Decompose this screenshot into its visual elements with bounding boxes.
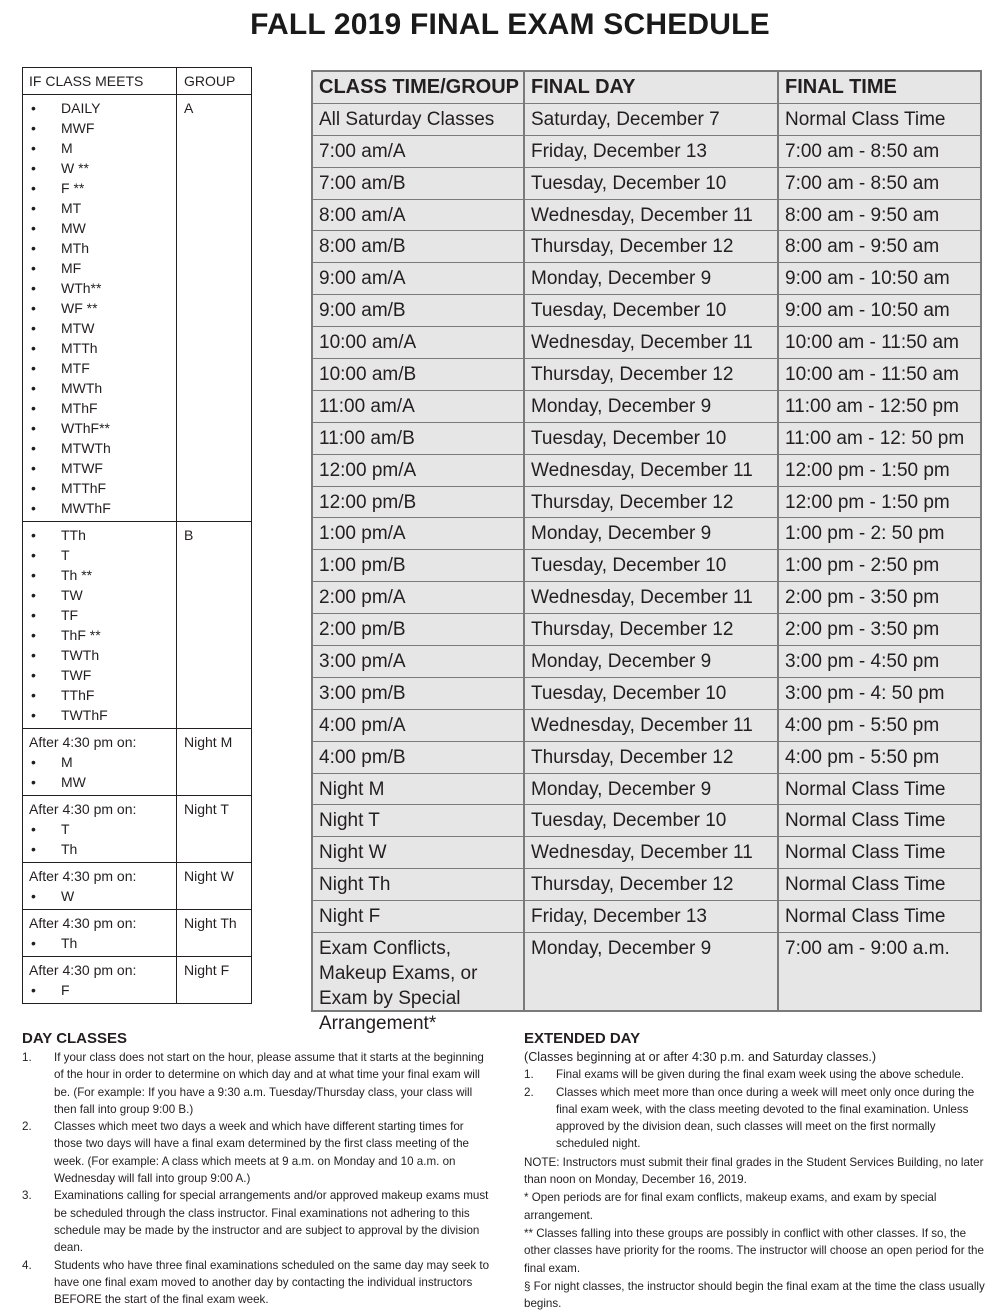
meeting-day-item	[29, 565, 176, 585]
meeting-day-item	[29, 665, 176, 685]
bullet-icon: •	[31, 100, 36, 116]
header-final-time: FINAL TIME	[785, 76, 897, 98]
meeting-day-item	[29, 933, 176, 953]
final-time-cell: Normal Class Time	[785, 874, 946, 896]
meeting-days-cell	[23, 95, 177, 521]
meeting-day-item	[29, 458, 176, 478]
after-time-label: After 4:30 pm on:	[29, 915, 137, 931]
meeting-day-label: MTWF	[61, 460, 103, 476]
meeting-day-label: Th	[61, 935, 78, 951]
meeting-day-item	[29, 218, 176, 238]
schedule-row	[313, 646, 980, 678]
final-day-cell: Wednesday, December 11	[525, 582, 779, 613]
meeting-day-item	[29, 478, 176, 498]
meeting-days-cell	[23, 910, 177, 956]
bullet-icon: •	[31, 380, 36, 396]
extended-day-item	[524, 1084, 986, 1153]
final-day-cell: Wednesday, December 11	[525, 710, 779, 741]
bullet-icon: •	[31, 774, 36, 790]
final-time-cell: 2:00 pm - 3:50 pm	[785, 619, 940, 641]
day-classes-item	[22, 1187, 492, 1256]
final-day-cell: Tuesday, December 10	[525, 550, 779, 581]
meeting-day-label: TWF	[61, 667, 92, 683]
bullet-icon: •	[31, 841, 36, 857]
day-classes-section	[22, 1030, 492, 1308]
header-class-time-group: CLASS TIME/GROUP	[313, 72, 525, 103]
meeting-day-label: TWTh	[61, 647, 100, 663]
final-time-cell: 11:00 am - 12: 50 pm	[785, 427, 965, 449]
meeting-day-label: M	[61, 754, 73, 770]
meeting-day-label: MTW	[61, 320, 95, 336]
schedule-row	[313, 104, 980, 136]
schedule-row	[313, 774, 980, 806]
schedule-row	[313, 168, 980, 200]
extended-day-subheading: (Classes beginning at or after 4:30 p.m. and Saturday classes.)	[524, 1050, 877, 1064]
group-label: Night F	[184, 962, 230, 978]
class-meets-group	[23, 957, 251, 1003]
meeting-day-item	[29, 839, 176, 859]
final-time-cell: 4:00 pm - 5:50 pm	[785, 714, 940, 736]
class-time-group-cell: 3:00 pm/A	[313, 646, 525, 677]
schedule-row	[313, 295, 980, 327]
meeting-days-cell	[23, 522, 177, 728]
class-time-group-cell: 9:00 am/A	[313, 263, 525, 294]
bullet-icon: •	[31, 982, 36, 998]
final-day-cell: Wednesday, December 11	[525, 455, 779, 486]
class-meets-table	[22, 67, 252, 1004]
exam-schedule-table	[311, 70, 982, 1035]
final-time-cell: 12:00 pm - 1:50 pm	[785, 491, 950, 513]
meeting-day-label: MWThF	[61, 500, 111, 516]
meeting-days-cell	[23, 796, 177, 862]
meeting-day-label: MT	[61, 200, 82, 216]
schedule-row	[313, 933, 980, 1035]
meeting-day-label: MTF	[61, 360, 90, 376]
final-day-cell: Thursday, December 12	[525, 487, 779, 518]
class-time-group-cell: 8:00 am/A	[313, 200, 525, 231]
schedule-row	[313, 518, 980, 550]
day-classes-item	[22, 1049, 492, 1118]
class-time-group-cell: 10:00 am/B	[313, 359, 525, 390]
after-time-label: After 4:30 pm on:	[29, 801, 137, 817]
final-day-cell: Tuesday, December 10	[525, 423, 779, 454]
bullet-icon: •	[31, 280, 36, 296]
meeting-day-item	[29, 605, 176, 625]
bullet-icon: •	[31, 160, 36, 176]
extended-day-note: § For night classes, the instructor should begin the final exam at the time the class usually begins.	[524, 1279, 985, 1311]
final-day-cell: Monday, December 9	[525, 263, 779, 294]
final-time-cell: Normal Class Time	[785, 906, 946, 928]
item-number: 4.	[22, 1258, 32, 1272]
item-number: 1.	[22, 1051, 32, 1064]
bullet-icon: •	[31, 500, 36, 516]
schedule-row	[313, 582, 980, 614]
meeting-day-label: TThF	[61, 687, 95, 703]
class-time-group-cell: Night T	[313, 805, 525, 836]
day-classes-item	[22, 1118, 492, 1187]
meeting-day-item	[29, 338, 176, 358]
class-meets-group	[23, 910, 251, 957]
final-time-cell: 9:00 am - 10:50 am	[785, 268, 950, 290]
class-time-group-cell: 11:00 am/B	[313, 423, 525, 454]
bullet-icon: •	[31, 607, 36, 623]
meeting-day-label: Th	[61, 841, 78, 857]
extended-day-section	[524, 1030, 986, 1312]
final-day-cell: Thursday, December 12	[525, 359, 779, 390]
meeting-day-label: MTh	[61, 240, 89, 256]
class-time-group-cell: Exam Conflicts, Makeup Exams, or Exam by Special Arrangement*	[313, 933, 525, 1011]
bullet-icon: •	[31, 360, 36, 376]
class-time-group-cell: Night M	[313, 774, 525, 805]
class-time-group-cell: 1:00 pm/A	[313, 518, 525, 549]
meeting-day-item	[29, 498, 176, 518]
final-day-cell: Tuesday, December 10	[525, 678, 779, 709]
meeting-day-label: T	[61, 547, 70, 563]
meeting-day-item	[29, 625, 176, 645]
class-meets-group	[23, 522, 251, 729]
extended-day-note: ** Classes falling into these groups are possibly in conflict with other classes. If so, the other classes have priority for the rooms. The instructor will choose an open period for the final exam.	[524, 1226, 984, 1275]
item-text: Examinations calling for special arrangements and/or approved makeup exams must be scheduled through the class instructor. Final examinations not adhering to this schedule may be made by the instructor and are subject to approval by the division dean.	[54, 1189, 489, 1255]
schedule-row	[313, 678, 980, 710]
meeting-day-label: M	[61, 140, 73, 156]
meeting-day-label: ThF **	[61, 627, 101, 643]
class-time-group-cell: 9:00 am/B	[313, 295, 525, 326]
final-time-cell: 2:00 pm - 3:50 pm	[785, 587, 940, 609]
schedule-row	[313, 805, 980, 837]
meeting-day-item	[29, 138, 176, 158]
meeting-day-item	[29, 585, 176, 605]
final-day-cell: Monday, December 9	[525, 774, 779, 805]
final-day-cell: Thursday, December 12	[525, 742, 779, 773]
item-text: Classes which meet more than once during a week will meet only once during the final exam week, with the class meeting devoted to the final examination. Unless approved by the division dean, such classes will meet on the first normally scheduled night.	[556, 1085, 975, 1151]
final-day-cell: Friday, December 13	[525, 136, 779, 167]
class-time-group-cell: 4:00 pm/A	[313, 710, 525, 741]
after-time-label: After 4:30 pm on:	[29, 734, 137, 750]
item-text: If your class does not start on the hour, please assume that it starts at the beginning of the hour in order to determine on which day and at what time your final exam will be. (For example: If you have a 9:30 a.m. Tuesday/Thursday class, your class will then fall into group 9:00 B.)	[54, 1051, 484, 1116]
final-time-cell: 11:00 am - 12:50 pm	[785, 395, 959, 417]
class-meets-groups	[23, 95, 251, 1003]
extended-day-notes	[524, 1154, 986, 1312]
meeting-day-item	[29, 378, 176, 398]
meeting-day-item	[29, 525, 176, 545]
final-time-cell: 8:00 am - 9:50 am	[785, 236, 940, 258]
final-day-cell: Wednesday, December 11	[525, 327, 779, 358]
item-number: 1.	[524, 1068, 534, 1082]
bullet-icon: •	[31, 935, 36, 951]
bullet-icon: •	[31, 200, 36, 216]
header-if-class-meets: IF CLASS MEETS	[23, 68, 177, 94]
final-time-cell: 10:00 am - 11:50 am	[785, 332, 959, 354]
final-time-cell: 10:00 am - 11:50 am	[785, 364, 959, 386]
final-day-cell: Monday, December 9	[525, 518, 779, 549]
bullet-icon: •	[31, 420, 36, 436]
schedule-row	[313, 614, 980, 646]
class-time-group-cell: All Saturday Classes	[313, 104, 525, 135]
bullet-icon: •	[31, 527, 36, 543]
extended-day-heading: EXTENDED DAY	[524, 1030, 641, 1047]
bullet-icon: •	[31, 240, 36, 256]
meeting-day-item	[29, 645, 176, 665]
bullet-icon: •	[31, 340, 36, 356]
bullet-icon: •	[31, 140, 36, 156]
class-time-group-cell: 7:00 am/A	[313, 136, 525, 167]
schedule-row	[313, 487, 980, 519]
meeting-day-item	[29, 178, 176, 198]
class-time-group-cell: Night Th	[313, 869, 525, 900]
class-time-group-cell: 1:00 pm/B	[313, 550, 525, 581]
meeting-day-item	[29, 318, 176, 338]
schedule-row	[313, 869, 980, 901]
meeting-day-item	[29, 358, 176, 378]
final-time-cell: 7:00 am - 9:00 a.m.	[785, 938, 950, 960]
meeting-day-item	[29, 438, 176, 458]
meeting-days-cell	[23, 957, 177, 1003]
final-day-cell: Saturday, December 7	[525, 104, 779, 135]
meeting-day-label: TF	[61, 607, 79, 623]
bullet-icon: •	[31, 627, 36, 643]
meeting-day-label: F **	[61, 180, 85, 196]
class-time-group-cell: Night F	[313, 901, 525, 932]
meeting-day-item	[29, 705, 176, 725]
bullet-icon: •	[31, 667, 36, 683]
bullet-icon: •	[31, 567, 36, 583]
schedule-row	[313, 231, 980, 263]
meeting-day-item	[29, 752, 176, 772]
class-time-group-cell: 12:00 pm/A	[313, 455, 525, 486]
bullet-icon: •	[31, 120, 36, 136]
final-time-cell: 8:00 am - 9:50 am	[785, 204, 940, 226]
class-meets-group	[23, 95, 251, 522]
group-label: A	[184, 100, 194, 116]
extended-day-list	[524, 1066, 986, 1152]
meeting-day-label: TW	[61, 587, 83, 603]
schedule-row	[313, 359, 980, 391]
final-time-cell: 9:00 am - 10:50 am	[785, 300, 950, 322]
bullet-icon: •	[31, 300, 36, 316]
final-day-cell: Wednesday, December 11	[525, 837, 779, 868]
schedule-row	[313, 327, 980, 359]
final-time-cell: Normal Class Time	[785, 778, 946, 800]
group-label: Night M	[184, 734, 233, 750]
meeting-day-item	[29, 298, 176, 318]
meeting-day-item	[29, 278, 176, 298]
bullet-icon: •	[31, 440, 36, 456]
meeting-day-label: MTThF	[61, 480, 107, 496]
class-time-group-cell: 2:00 pm/B	[313, 614, 525, 645]
meeting-day-item	[29, 545, 176, 565]
final-time-cell: 3:00 pm - 4: 50 pm	[785, 682, 945, 704]
class-time-group-cell: 4:00 pm/B	[313, 742, 525, 773]
final-day-cell: Wednesday, December 11	[525, 200, 779, 231]
schedule-row	[313, 391, 980, 423]
final-time-cell: Normal Class Time	[785, 842, 946, 864]
extended-day-note: NOTE: Instructors must submit their final grades in the Student Services Building, no later than noon on Monday, December 16, 2019.	[524, 1155, 984, 1187]
meeting-day-label: MTWTh	[61, 440, 111, 456]
meeting-day-item	[29, 772, 176, 792]
extended-day-item	[524, 1066, 986, 1083]
class-meets-group	[23, 729, 251, 796]
meeting-day-item	[29, 118, 176, 138]
meeting-day-label: W **	[61, 160, 89, 176]
item-text: Students who have three final examinations scheduled on the same day may seek to have one final exam moved to another day by contacting the individual instructors BEFORE the start of the final exam week.	[54, 1258, 490, 1307]
after-time-label: After 4:30 pm on:	[29, 962, 137, 978]
meeting-day-label: MThF	[61, 400, 98, 416]
meeting-day-label: WThF**	[61, 420, 110, 436]
class-time-group-cell: 12:00 pm/B	[313, 487, 525, 518]
meeting-day-item	[29, 98, 176, 118]
class-time-group-cell: 2:00 pm/A	[313, 582, 525, 613]
class-time-group-cell: 8:00 am/B	[313, 231, 525, 262]
meeting-day-item	[29, 238, 176, 258]
bullet-icon: •	[31, 320, 36, 336]
meeting-day-label: T	[61, 821, 70, 837]
item-text: Classes which meet two days a week and which have different starting times for those two days will have a final exam determined by the first class meeting of the week. (For example: A class which meets at 9 a.m. on Monday and 10 a.m. on Wednesday will fall into group 9:00 A.)	[54, 1120, 470, 1186]
final-time-cell: 1:00 pm - 2: 50 pm	[785, 523, 945, 545]
day-classes-heading: DAY CLASSES	[22, 1030, 128, 1047]
schedule-row	[313, 742, 980, 774]
bullet-icon: •	[31, 547, 36, 563]
class-meets-group	[23, 796, 251, 863]
class-time-group-cell: 3:00 pm/B	[313, 678, 525, 709]
group-label: B	[184, 527, 194, 543]
meeting-day-label: MWTh	[61, 380, 103, 396]
bullet-icon: •	[31, 220, 36, 236]
bullet-icon: •	[31, 480, 36, 496]
final-time-cell: 3:00 pm - 4:50 pm	[785, 651, 940, 673]
group-label: Night Th	[184, 915, 237, 931]
final-day-cell: Tuesday, December 10	[525, 295, 779, 326]
final-day-cell: Monday, December 9	[525, 391, 779, 422]
class-time-group-cell: Night W	[313, 837, 525, 868]
item-number: 2.	[524, 1085, 534, 1099]
final-day-cell: Thursday, December 12	[525, 231, 779, 262]
final-day-cell: Thursday, December 12	[525, 869, 779, 900]
meeting-day-item	[29, 418, 176, 438]
bullet-icon: •	[31, 647, 36, 663]
meeting-day-item	[29, 819, 176, 839]
meeting-day-item	[29, 980, 176, 1000]
meeting-day-item	[29, 258, 176, 278]
meeting-day-label: MTTh	[61, 340, 98, 356]
meeting-day-item	[29, 198, 176, 218]
meeting-day-label: F	[61, 982, 70, 998]
bullet-icon: •	[31, 888, 36, 904]
meeting-day-label: TWThF	[61, 707, 108, 723]
final-day-cell: Monday, December 9	[525, 646, 779, 677]
bullet-icon: •	[31, 260, 36, 276]
final-day-cell: Thursday, December 12	[525, 614, 779, 645]
class-time-group-cell: 10:00 am/A	[313, 327, 525, 358]
schedule-row	[313, 837, 980, 869]
class-time-group-cell: 11:00 am/A	[313, 391, 525, 422]
meeting-day-label: DAILY	[61, 100, 101, 116]
day-classes-item	[22, 1257, 492, 1309]
bullet-icon: •	[31, 587, 36, 603]
final-time-cell: 12:00 pm - 1:50 pm	[785, 459, 950, 481]
meeting-days-cell	[23, 863, 177, 909]
item-text: Final exams will be given during the final exam week using the above schedule.	[556, 1068, 964, 1082]
schedule-row	[313, 710, 980, 742]
schedule-row	[313, 136, 980, 168]
meeting-day-label: MW	[61, 774, 86, 790]
bullet-icon: •	[31, 821, 36, 837]
final-time-cell: 4:00 pm - 5:50 pm	[785, 746, 940, 768]
final-time-cell: 1:00 pm - 2:50 pm	[785, 555, 940, 577]
group-label: Night W	[184, 868, 234, 884]
meeting-day-label: W	[61, 888, 75, 904]
meeting-day-item	[29, 886, 176, 906]
schedule-row	[313, 455, 980, 487]
bullet-icon: •	[31, 460, 36, 476]
final-day-cell: Friday, December 13	[525, 901, 779, 932]
bullet-icon: •	[31, 754, 36, 770]
schedule-row	[313, 901, 980, 933]
schedule-header-row	[313, 72, 980, 104]
meeting-days-cell	[23, 729, 177, 795]
item-number: 2.	[22, 1120, 32, 1134]
header-group: GROUP	[184, 73, 236, 89]
after-time-label: After 4:30 pm on:	[29, 868, 137, 884]
final-time-cell: 7:00 am - 8:50 am	[785, 172, 940, 194]
bullet-icon: •	[31, 400, 36, 416]
item-number: 3.	[22, 1189, 32, 1203]
day-classes-list	[22, 1049, 492, 1308]
class-meets-header	[23, 68, 251, 95]
meeting-day-label: MF	[61, 260, 82, 276]
final-time-cell: Normal Class Time	[785, 108, 946, 130]
meeting-day-label: Th **	[61, 567, 93, 583]
final-time-cell: 7:00 am - 8:50 am	[785, 140, 940, 162]
final-time-cell: Normal Class Time	[785, 810, 946, 832]
meeting-day-label: MW	[61, 220, 86, 236]
meeting-day-label: TTh	[61, 527, 86, 543]
meeting-day-label: WF **	[61, 300, 98, 316]
final-day-cell: Monday, December 9	[525, 933, 779, 1011]
meeting-day-label: WTh**	[61, 280, 102, 296]
schedule-row	[313, 550, 980, 582]
class-meets-group	[23, 863, 251, 910]
group-label: Night T	[184, 801, 229, 817]
bullet-icon: •	[31, 180, 36, 196]
meeting-day-item	[29, 158, 176, 178]
schedule-row	[313, 200, 980, 232]
class-time-group-cell: 7:00 am/B	[313, 168, 525, 199]
bullet-icon: •	[31, 687, 36, 703]
final-day-cell: Tuesday, December 10	[525, 805, 779, 836]
extended-day-note: * Open periods are for final exam conflicts, makeup exams, and exam by special arrangement.	[524, 1191, 937, 1222]
meeting-day-item	[29, 685, 176, 705]
schedule-row	[313, 263, 980, 295]
page-title: FALL 2019 FINAL EXAM SCHEDULE	[250, 8, 770, 41]
meeting-day-item	[29, 398, 176, 418]
header-final-day: FINAL DAY	[525, 72, 779, 103]
meeting-day-label: MWF	[61, 120, 95, 136]
bullet-icon: •	[31, 707, 36, 723]
final-day-cell: Tuesday, December 10	[525, 168, 779, 199]
schedule-row	[313, 423, 980, 455]
